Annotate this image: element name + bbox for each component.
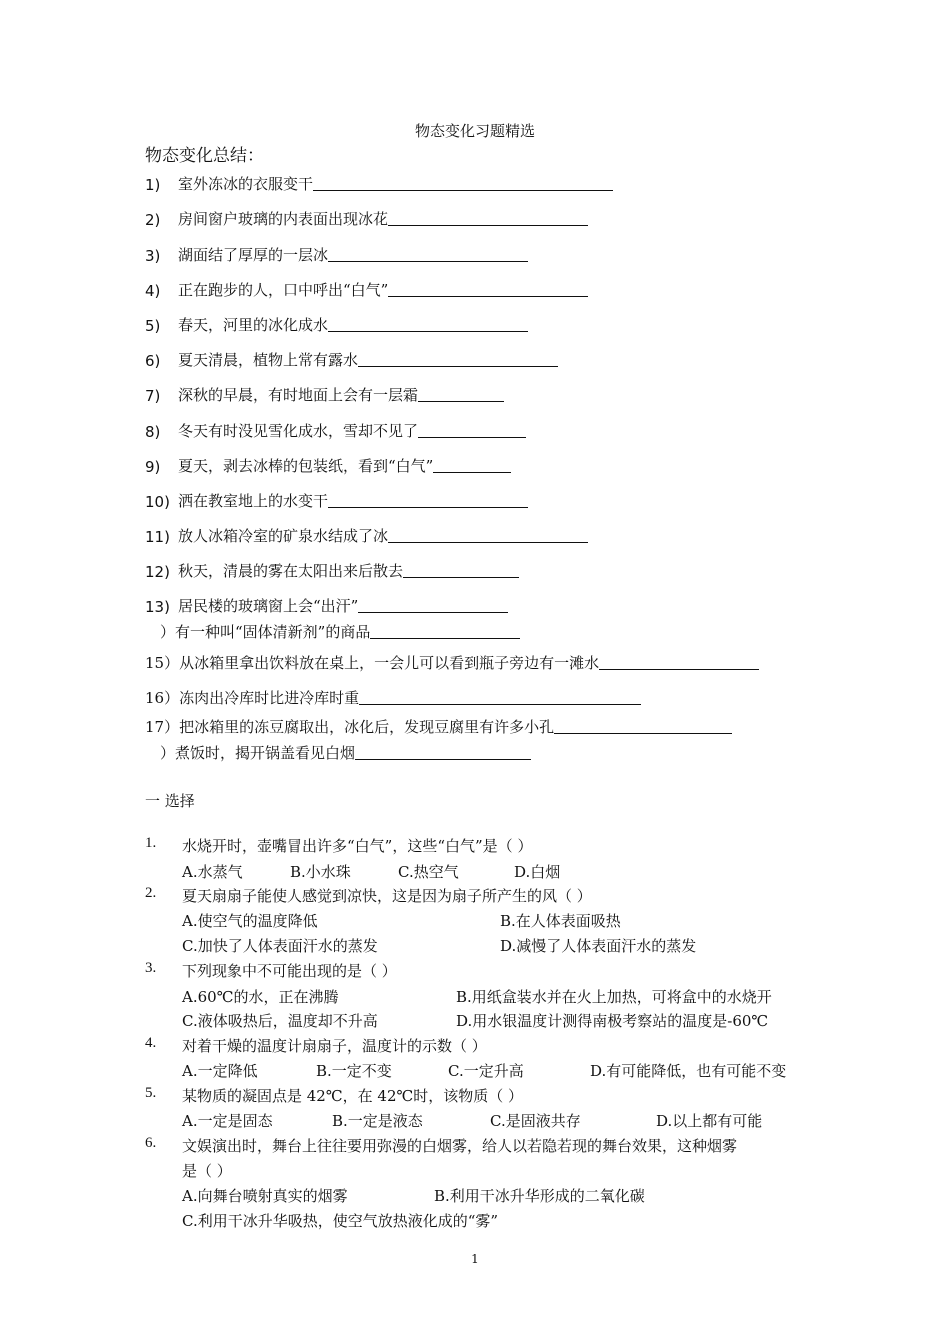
item-text: 秋天，清晨的雾在太阳出来后散去 (178, 562, 404, 580)
answer-blank[interactable] (355, 758, 531, 760)
item-text: 深秋的早晨，有时地面上会有一层霜 (178, 386, 419, 404)
summary-item (145, 686, 641, 708)
option-c[interactable]: C.热空气 (398, 863, 459, 881)
question-number: 4. (145, 1035, 157, 1051)
answer-blank[interactable] (403, 576, 519, 578)
answer-blank[interactable] (599, 668, 759, 670)
item-number: 9) (145, 458, 161, 476)
item-number: 13) (145, 598, 170, 616)
option-b[interactable]: B.小水珠 (290, 863, 351, 881)
summary-item (145, 651, 759, 673)
option-a[interactable]: A.向舞台喷射真实的烟雾 (182, 1187, 348, 1205)
item-number: 7) (145, 387, 161, 405)
option-b[interactable]: B.一定是液态 (332, 1112, 423, 1130)
option-a[interactable]: A.一定降低 (182, 1062, 258, 1080)
option-d[interactable]: D.以上都有可能 (656, 1112, 763, 1130)
option-c[interactable]: C.加快了人体表面汗水的蒸发 (182, 937, 378, 955)
answer-blank[interactable] (554, 732, 732, 734)
item-number: 1) (145, 176, 161, 194)
summary-item (145, 594, 508, 616)
option-c[interactable]: C.是固液共存 (490, 1112, 581, 1130)
question-number: 3. (145, 960, 157, 976)
question-stem: 某物质的凝固点是 42℃，在 42℃时，该物质（ ） (182, 1087, 524, 1105)
summary-item (145, 348, 558, 370)
option-b[interactable]: B.利用干冰升华形成的二氧化碳 (434, 1187, 645, 1205)
item-text: 放人冰箱冷室的矿泉水结成了冰 (178, 527, 389, 545)
item-number: 5) (145, 317, 161, 335)
answer-blank[interactable] (388, 541, 588, 543)
question-stem: 对着干燥的温度计扇扇子，温度计的示数（ ） (182, 1037, 487, 1055)
summary-item (160, 741, 531, 763)
option-c[interactable]: C.一定升高 (448, 1062, 524, 1080)
option-c[interactable]: C.利用干冰升华吸热，使空气放热液化成的“雾” (182, 1212, 499, 1230)
item-number: 10) (145, 493, 170, 511)
option-a[interactable]: A.使空气的温度降低 (182, 912, 318, 930)
item-text: 17）把冰箱里的冻豆腐取出，冰化后，发现豆腐里有许多小孔 (145, 718, 555, 736)
answer-blank[interactable] (359, 703, 641, 705)
answer-blank[interactable] (370, 637, 520, 639)
answer-blank[interactable] (388, 224, 588, 226)
item-text: 15）从冰箱里拿出饮料放在桌上，一会儿可以看到瓶子旁边有一滩水 (145, 654, 600, 672)
option-c[interactable]: C.液体吸热后，温度却不升高 (182, 1012, 378, 1030)
summary-item (145, 172, 613, 194)
answer-blank[interactable] (328, 330, 528, 332)
item-text: 夏天清晨，植物上常有露水 (178, 351, 359, 369)
answer-blank[interactable] (388, 295, 588, 297)
question-number: 5. (145, 1085, 157, 1101)
question-number: 1. (145, 835, 157, 851)
answer-blank[interactable] (433, 471, 511, 473)
answer-blank[interactable] (358, 365, 558, 367)
section-heading: 一 选择 (145, 792, 195, 810)
answer-blank[interactable] (418, 400, 504, 402)
item-number: 8) (145, 423, 161, 441)
item-text: 室外冻冰的衣服变干 (178, 175, 314, 193)
summary-item (145, 419, 526, 441)
item-number: 12) (145, 563, 170, 581)
item-number: 3) (145, 247, 161, 265)
item-text: 洒在教室地上的水变干 (178, 492, 329, 510)
summary-item (145, 278, 588, 300)
item-number: 6) (145, 352, 161, 370)
item-text: 正在跑步的人，口中呼出“白气” (178, 281, 389, 299)
summary-item (145, 207, 588, 229)
item-text: 夏天，剥去冰棒的包装纸，看到“白气” (178, 457, 434, 475)
option-a[interactable]: A.60℃的水，正在沸腾 (182, 988, 339, 1006)
summary-heading: 物态变化总结： (145, 146, 264, 166)
item-text: 居民楼的玻璃窗上会“出汗” (178, 597, 359, 615)
answer-blank[interactable] (358, 611, 508, 613)
summary-item (145, 715, 732, 737)
item-text: 房间窗户玻璃的内表面出现冰花 (178, 210, 389, 228)
answer-blank[interactable] (328, 506, 528, 508)
summary-item (145, 383, 504, 405)
item-text: 16）冻肉出冷库时比进冷库时重 (145, 689, 360, 707)
question-stem: 下列现象中不可能出现的是（ ） (182, 962, 397, 980)
option-b[interactable]: B.在人体表面吸热 (500, 912, 621, 930)
item-text: 湖面结了厚厚的一层冰 (178, 246, 329, 264)
option-a[interactable]: A.一定是固态 (182, 1112, 273, 1130)
item-text: 春天，河里的冰化成水 (178, 316, 329, 334)
summary-item (145, 243, 528, 265)
page-title: 物态变化习题精选 (414, 122, 535, 140)
item-text: ）煮饭时，揭开锅盖看见白烟 (160, 744, 356, 762)
answer-blank[interactable] (418, 436, 526, 438)
option-d[interactable]: D.有可能降低，也有可能不变 (590, 1062, 787, 1080)
question-stem: 水烧开时，壶嘴冒出许多“白气”，这些“白气”是（ ） (182, 837, 533, 855)
item-number: 2) (145, 211, 161, 229)
option-b[interactable]: B.用纸盒装水并在火上加热，可将盒中的水烧开 (456, 988, 772, 1006)
option-d[interactable]: D.白烟 (514, 863, 561, 881)
summary-item (145, 524, 588, 546)
question-stem: 文娱演出时，舞台上往往要用弥漫的白烟雾，给人以若隐若现的舞台效果，这种烟雾 (182, 1137, 738, 1155)
page-number: 1 (471, 1252, 479, 1266)
question-stem: 夏天扇扇子能使人感觉到凉快，这是因为扇子所产生的风（ ） (182, 887, 592, 905)
answer-blank[interactable] (328, 260, 528, 262)
summary-item (160, 620, 520, 642)
summary-item (145, 489, 528, 511)
option-d[interactable]: D.减慢了人体表面汗水的蒸发 (500, 937, 697, 955)
item-text: 冬天有时没见雪化成水，雪却不见了 (178, 422, 419, 440)
summary-item (145, 454, 511, 476)
question-number: 2. (145, 885, 157, 901)
question-stem-continued: 是（ ） (182, 1162, 232, 1180)
item-text: ）有一种叫“固体清新剂”的商品 (160, 623, 371, 641)
option-a[interactable]: A.水蒸气 (182, 863, 243, 881)
option-d[interactable]: D.用水银温度计测得南极考察站的温度是-60℃ (456, 1012, 769, 1030)
question-number: 6. (145, 1135, 157, 1151)
answer-blank[interactable] (313, 189, 613, 191)
summary-item (145, 313, 528, 335)
option-b[interactable]: B.一定不变 (316, 1062, 392, 1080)
item-number: 11) (145, 528, 170, 546)
item-number: 4) (145, 282, 161, 300)
summary-item (145, 559, 519, 581)
